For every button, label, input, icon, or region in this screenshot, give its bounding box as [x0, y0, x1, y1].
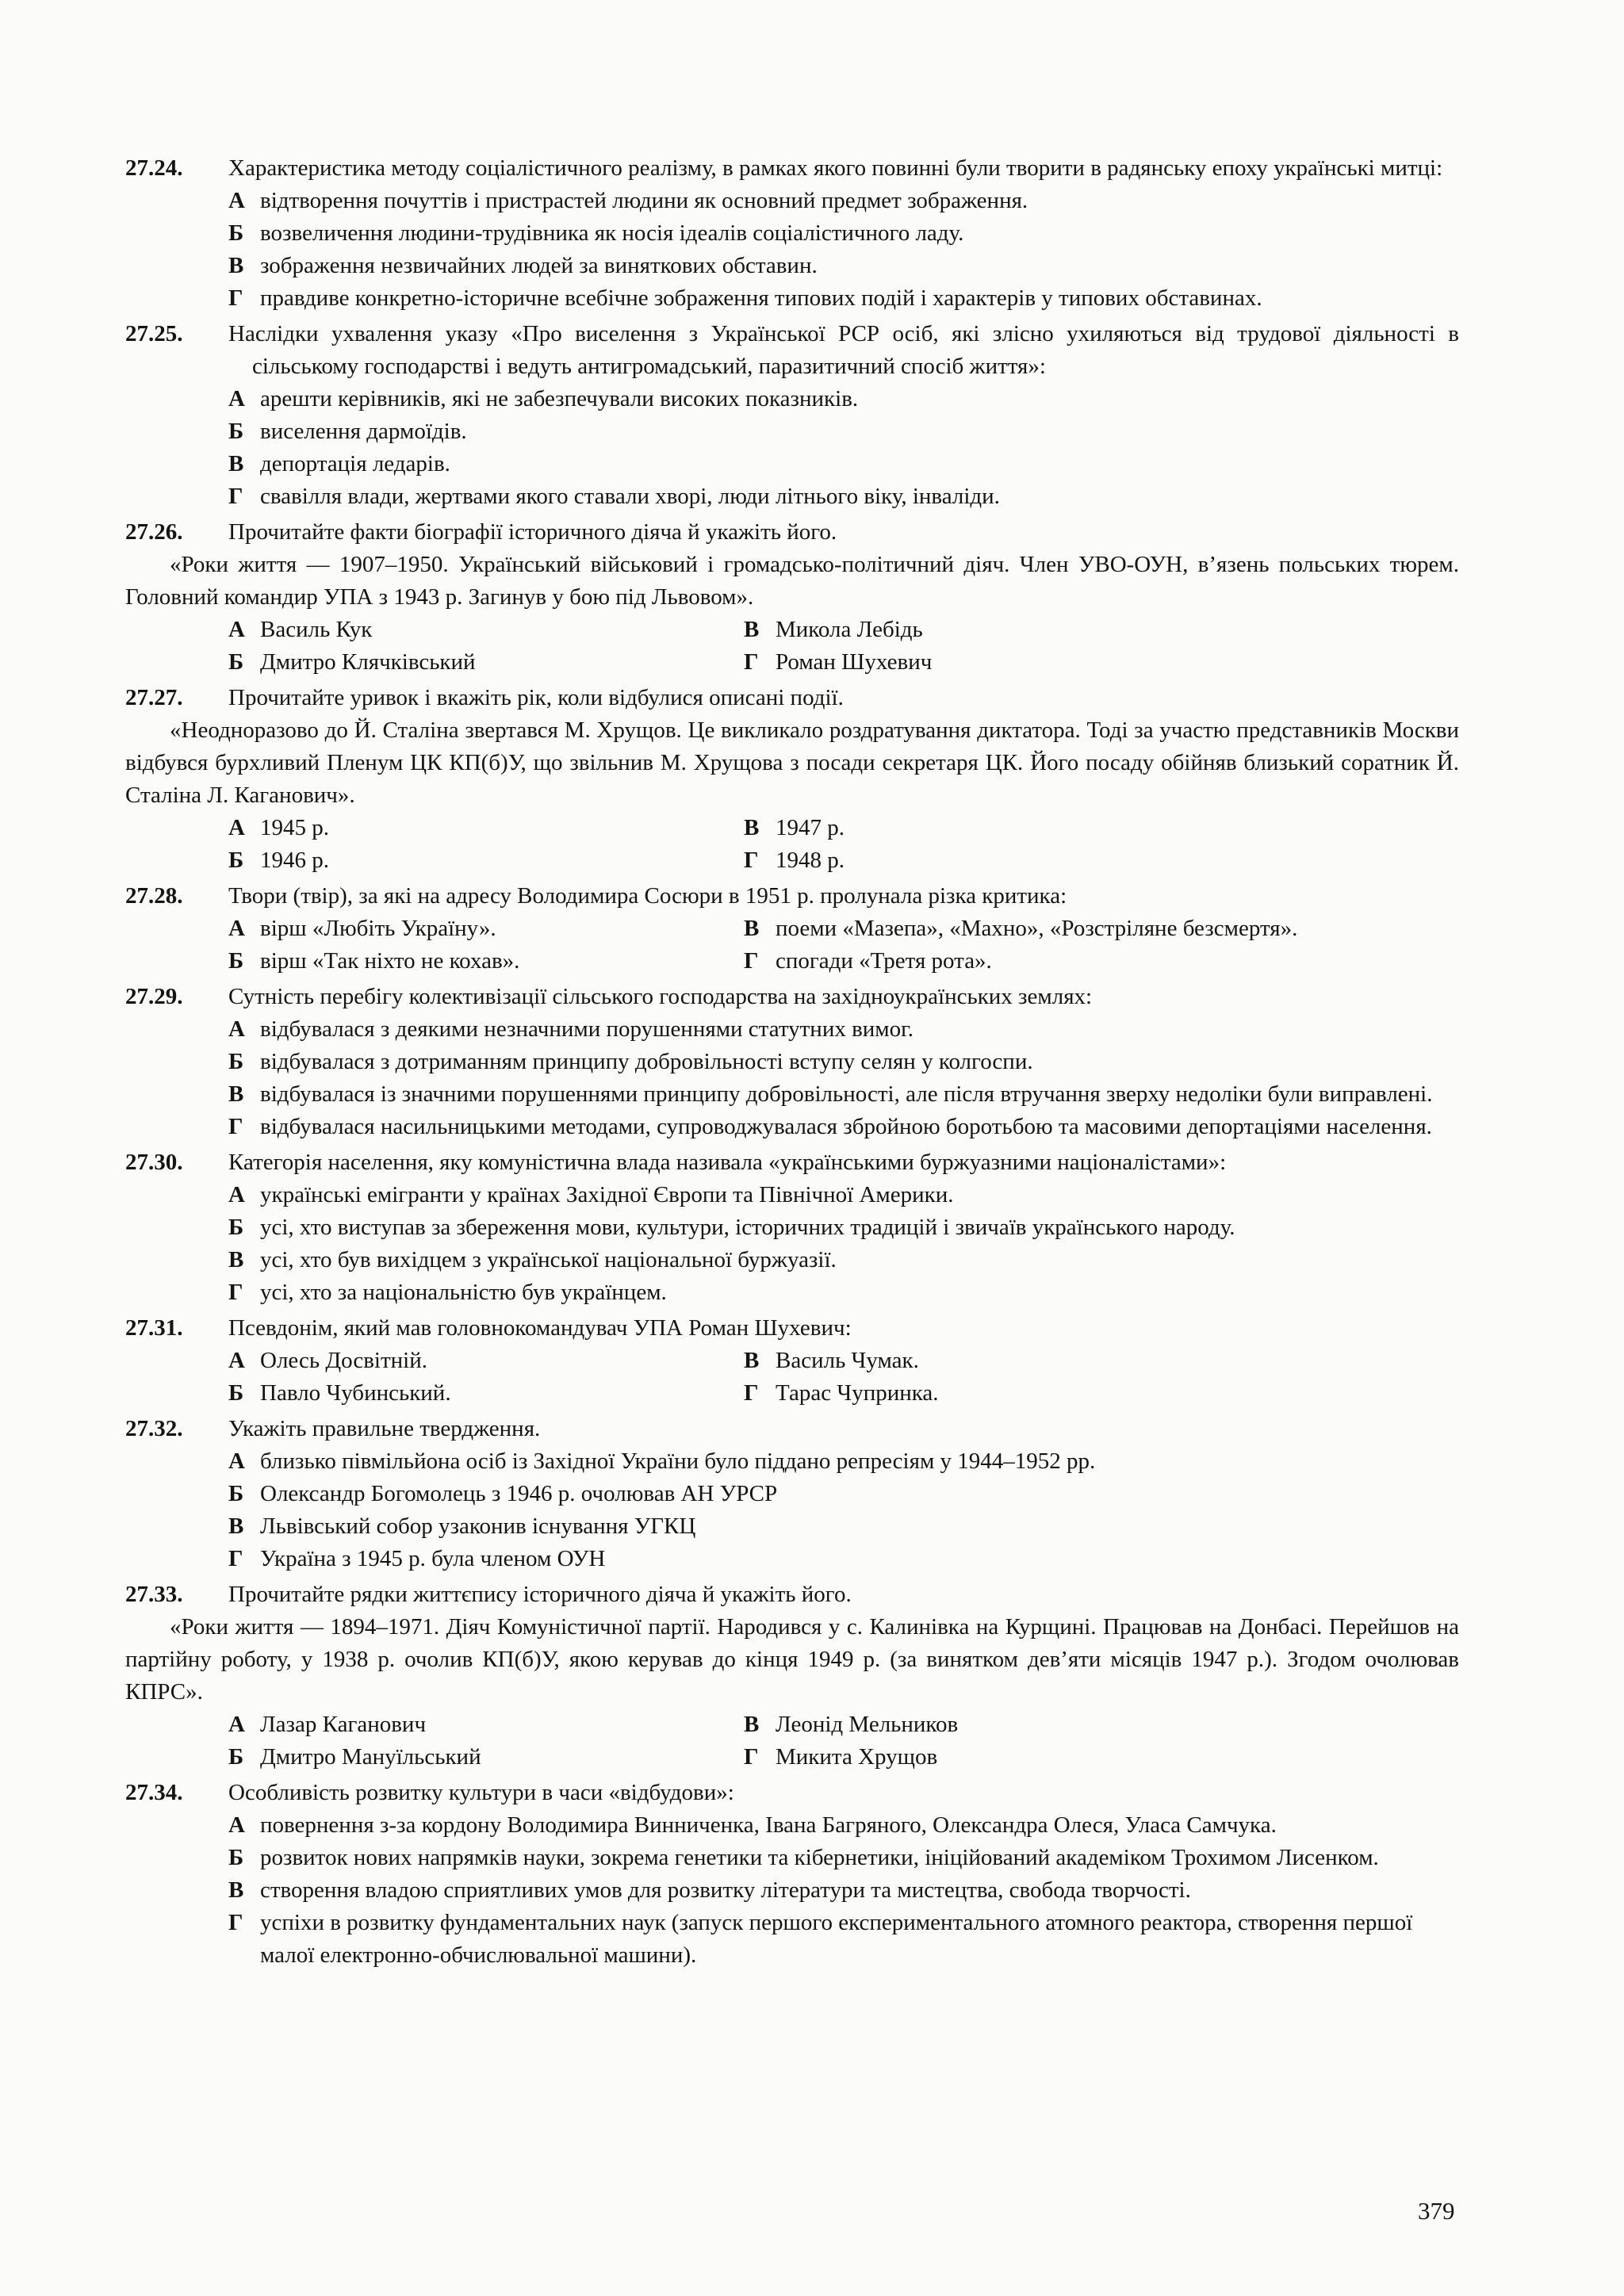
question-number: 27.31.: [125, 1315, 183, 1341]
option-a: [228, 614, 744, 646]
option-v: [228, 1078, 1459, 1111]
question-number: 27.29.: [125, 984, 183, 1009]
option-h: [228, 480, 1459, 513]
option-text: поеми «Мазепа», «Махно», «Розстріляне безсмертя».: [776, 916, 1298, 941]
option-a: [228, 1345, 744, 1377]
option-a: [228, 383, 1459, 415]
option-letter: Б: [228, 948, 244, 974]
option-letter: В: [228, 1081, 244, 1107]
question-text: Прочитайте факти біографії історичного діяча й укажіть його.: [228, 519, 837, 545]
option-v: [228, 1874, 1459, 1907]
option-text: возвеличення людини-трудівника як носія ідеалів соціалістичного ладу.: [260, 220, 964, 246]
option-text: усі, хто був вихідцем з української національної буржуазії.: [260, 1247, 837, 1272]
option-letter: Г: [228, 1546, 243, 1571]
option-letter: В: [744, 916, 760, 941]
option-letter: В: [744, 1712, 760, 1737]
option-h: [744, 646, 1299, 679]
question-27-27: [125, 682, 1459, 877]
option-text: Микола Лебідь: [776, 617, 923, 642]
option-letter: А: [228, 617, 245, 642]
question-27-30: [125, 1146, 1459, 1309]
option-letter: Б: [228, 848, 244, 873]
question-number: 27.25.: [125, 321, 183, 346]
question-27-34: [125, 1777, 1459, 1972]
option-letter: В: [228, 253, 244, 278]
question-27-25: [125, 318, 1459, 513]
question-text: Наслідки ухвалення указу «Про виселення з Української РСР осіб, які злісно ухиляються від трудової діяльності в сільському господарстві і ведуть антигромадський, паразитичний спосіб життя»:: [228, 321, 1459, 379]
option-letter: А: [228, 1812, 245, 1838]
option-text: Павло Чубинський.: [260, 1380, 451, 1406]
question-number: 27.24.: [125, 155, 183, 181]
option-letter: А: [228, 386, 245, 411]
option-text: Роман Шухевич: [776, 649, 933, 675]
question-quote: «Роки життя — 1907–1950. Український військовий і громадсько-політичний діяч. Член УВО-ОУН, в’язень польських тюрем. Головний командир УПА з 1943 р. Загинув у бою під Львовом».: [125, 552, 1459, 610]
option-letter: Г: [744, 848, 759, 873]
option-letter: В: [228, 1513, 244, 1539]
option-h: [744, 844, 1299, 877]
question-27-32: [125, 1413, 1459, 1575]
option-v: [744, 913, 1299, 945]
option-a: [228, 812, 744, 844]
option-text: близько півмільйона осіб із Західної України було піддано репресіям у 1944–1952 рр.: [260, 1448, 1096, 1474]
option-text: зображення незвичайних людей за виняткових обставин.: [260, 253, 818, 278]
option-letter: А: [228, 1348, 245, 1373]
question-27-26: [125, 516, 1459, 679]
option-text: виселення дармоїдів.: [260, 419, 467, 444]
question-text: Прочитайте уривок і вкажіть рік, коли відбулися описані події.: [228, 685, 844, 710]
question-number: 27.30.: [125, 1150, 183, 1175]
option-text: відтворення почуттів і пристрастей людини як основний предмет зображення.: [260, 188, 1028, 213]
option-h: [228, 1111, 1459, 1143]
option-letter: Г: [228, 1910, 243, 1935]
option-letter: Б: [228, 649, 244, 675]
option-text: депортація ледарів.: [260, 451, 450, 476]
option-letter: Г: [228, 484, 243, 509]
option-b: [228, 1842, 1459, 1874]
option-letter: Б: [228, 1481, 244, 1506]
option-text: відбувалася із значними порушеннями принципу добровільності, але після втручання зверху недоліки були виправлені.: [260, 1081, 1433, 1107]
option-h: [744, 945, 1299, 978]
option-letter: А: [228, 815, 245, 840]
option-letter: Г: [228, 1280, 243, 1305]
question-27-33: [125, 1578, 1459, 1774]
option-text: правдиве конкретно-історичне всебічне зображення типових подій і характерів у типових обставинах.: [260, 285, 1262, 311]
option-letter: А: [228, 916, 245, 941]
option-v: [744, 812, 1299, 844]
options-grid: [228, 1345, 1459, 1410]
option-text: Дмитро Мануїльський: [260, 1744, 481, 1770]
options-grid: [228, 1709, 1459, 1774]
option-letter: Г: [744, 1380, 759, 1406]
question-number: 27.32.: [125, 1416, 183, 1441]
question-text: Твори (твір), за які на адресу Володимира Сосюри в 1951 р. пролунала різка критика:: [228, 883, 1067, 909]
option-b: [228, 415, 1459, 448]
options-grid: [228, 614, 1459, 679]
option-text: Олесь Досвітній.: [260, 1348, 428, 1373]
questions-list: [125, 152, 1459, 1972]
option-text: усі, хто за національністю був українцем.: [260, 1280, 667, 1305]
option-text: 1947 р.: [776, 815, 845, 840]
option-a: [228, 1445, 1459, 1478]
option-text: Україна з 1945 р. була членом ОУН: [260, 1546, 606, 1571]
question-quote: «Роки життя — 1894–1971. Діяч Комуністичної партії. Народився у с. Калинівка на Курщині. Працював на Донбасі. Перейшов на партійну роботу, у 1938 р. очолив КП(б)У, якою керував до кінця 1949 р. (за винятком дев’яти місяців 1947 р.). Згодом очолював КПРС».: [125, 1614, 1459, 1705]
option-text: Олександр Богомолець з 1946 р. очолював АН УРСР: [260, 1481, 778, 1506]
option-b: [228, 1741, 744, 1774]
option-text: відбувалася насильницькими методами, супроводжувалася збройною боротьбою та масовими депортаціями населення.: [260, 1114, 1432, 1139]
option-v: [228, 250, 1459, 282]
option-b: [228, 1478, 1459, 1510]
question-text: Укажіть правильне твердження.: [228, 1416, 541, 1441]
option-b: [228, 1211, 1459, 1244]
question-number: 27.27.: [125, 685, 183, 710]
option-a: [228, 1013, 1459, 1046]
options-grid: [228, 812, 1459, 877]
option-v: [228, 1244, 1459, 1276]
option-b: [228, 844, 744, 877]
option-b: [228, 1046, 1459, 1078]
option-letter: А: [228, 1182, 245, 1207]
option-text: 1946 р.: [260, 848, 329, 873]
option-v: [228, 1510, 1459, 1543]
question-text: Сутність перебігу колективізації сільського господарства на західноукраїнських землях:: [228, 984, 1093, 1009]
option-letter: Б: [228, 1380, 244, 1406]
option-a: [228, 913, 744, 945]
option-text: українські емігранти у країнах Західної Європи та Північної Америки.: [260, 1182, 954, 1207]
page-number: 379: [1418, 2197, 1455, 2225]
option-text: Василь Чумак.: [776, 1348, 919, 1373]
option-letter: А: [228, 1712, 245, 1737]
option-letter: В: [744, 815, 760, 840]
option-letter: А: [228, 1016, 245, 1042]
question-27-28: [125, 880, 1459, 978]
question-text: Категорія населення, яку комуністична влада називала «українськими буржуазними націоналістами»:: [228, 1150, 1227, 1175]
option-h: [744, 1377, 1299, 1410]
option-text: успіхи в розвитку фундаментальних наук (запуск першого експериментального атомного реактора, створення першої малої електронно-обчислювальної машини).: [260, 1910, 1413, 1968]
option-text: відбувалася з деякими незначними порушеннями статутних вимог.: [260, 1016, 914, 1042]
question-quote: «Неодноразово до Й. Сталіна звертався М. Хрущов. Це викликало роздратування диктатора. Тоді за участю представників Москви відбувся бурхливий Пленум ЦК КП(б)У, що звільнив М. Хрущова з посади секретаря ЦК. Його посаду обійняв близький соратник Й. Сталіна Л. Каганович».: [125, 718, 1459, 808]
option-text: свавілля влади, жертвами якого ставали хворі, люди літнього віку, інваліди.: [260, 484, 1000, 509]
option-v: [228, 448, 1459, 480]
option-a: [228, 185, 1459, 217]
option-text: усі, хто виступав за збереження мови, культури, історичних традицій і звичаїв українського народу.: [260, 1215, 1235, 1240]
option-b: [228, 217, 1459, 250]
option-text: відбувалася з дотриманням принципу добровільності вступу селян у колгоспи.: [260, 1049, 1033, 1074]
option-b: [228, 945, 744, 978]
option-text: Василь Кук: [260, 617, 373, 642]
option-letter: Г: [228, 285, 243, 311]
option-v: [744, 1709, 1299, 1741]
option-text: Тарас Чупринка.: [776, 1380, 939, 1406]
option-b: [228, 646, 744, 679]
option-b: [228, 1377, 744, 1410]
question-text: Псевдонім, який мав головнокомандувач УПА Роман Шухевич:: [228, 1315, 852, 1341]
option-text: вірш «Любіть Україну».: [260, 916, 496, 941]
option-letter: В: [228, 451, 244, 476]
option-text: спогади «Третя рота».: [776, 948, 992, 974]
option-text: Львівський собор узаконив існування УГКЦ: [260, 1513, 696, 1539]
question-27-29: [125, 981, 1459, 1143]
option-letter: А: [228, 1448, 245, 1474]
option-text: 1948 р.: [776, 848, 845, 873]
option-letter: В: [228, 1247, 244, 1272]
option-a: [228, 1709, 744, 1741]
option-h: [228, 1907, 1459, 1972]
question-27-31: [125, 1312, 1459, 1410]
question-number: 27.34.: [125, 1780, 183, 1805]
option-text: Дмитро Клячківський: [260, 649, 476, 675]
question-text: Прочитайте рядки життєпису історичного діяча й укажіть його.: [228, 1582, 852, 1607]
option-h: [228, 1276, 1459, 1309]
option-text: вірш «Так ніхто не кохав».: [260, 948, 520, 974]
option-letter: В: [228, 1877, 244, 1903]
option-v: [744, 614, 1299, 646]
question-27-24: [125, 152, 1459, 315]
option-text: Леонід Мельников: [776, 1712, 959, 1737]
option-text: створення владою сприятливих умов для розвитку літератури та мистецтва, свобода творчості.: [260, 1877, 1191, 1903]
option-letter: Б: [228, 220, 244, 246]
question-text: Особливість розвитку культури в часи «відбудови»:: [228, 1780, 734, 1805]
option-letter: В: [744, 617, 760, 642]
question-number: 27.26.: [125, 519, 183, 545]
options-grid: [228, 913, 1459, 978]
option-h: [228, 282, 1459, 315]
option-letter: Г: [744, 1744, 759, 1770]
option-h: [744, 1741, 1299, 1774]
option-letter: Г: [744, 948, 759, 974]
option-letter: Б: [228, 1049, 244, 1074]
option-text: 1945 р.: [260, 815, 329, 840]
option-letter: Г: [744, 649, 759, 675]
option-a: [228, 1179, 1459, 1211]
option-h: [228, 1543, 1459, 1575]
option-text: розвиток нових напрямків науки, зокрема генетики та кібернетики, ініційований академіком Трохимом Лисенком.: [260, 1845, 1379, 1870]
option-letter: Б: [228, 1215, 244, 1240]
option-letter: Б: [228, 1744, 244, 1770]
option-v: [744, 1345, 1299, 1377]
option-text: повернення з-за кордону Володимира Винниченка, Івана Багряного, Олександра Олеся, Уласа Самчука.: [260, 1812, 1277, 1838]
option-text: арешти керівників, які не забезпечували високих показників.: [260, 386, 859, 411]
question-text: Характеристика методу соціалістичного реалізму, в рамках якого повинні були творити в радянську епоху українські митці:: [228, 155, 1443, 181]
option-letter: А: [228, 188, 245, 213]
option-letter: В: [744, 1348, 760, 1373]
question-number: 27.28.: [125, 883, 183, 909]
option-a: [228, 1809, 1459, 1842]
option-letter: Г: [228, 1114, 243, 1139]
option-text: Лазар Каганович: [260, 1712, 427, 1737]
option-letter: Б: [228, 419, 244, 444]
question-number: 27.33.: [125, 1582, 183, 1607]
option-text: Микита Хрущов: [776, 1744, 938, 1770]
option-letter: Б: [228, 1845, 244, 1870]
